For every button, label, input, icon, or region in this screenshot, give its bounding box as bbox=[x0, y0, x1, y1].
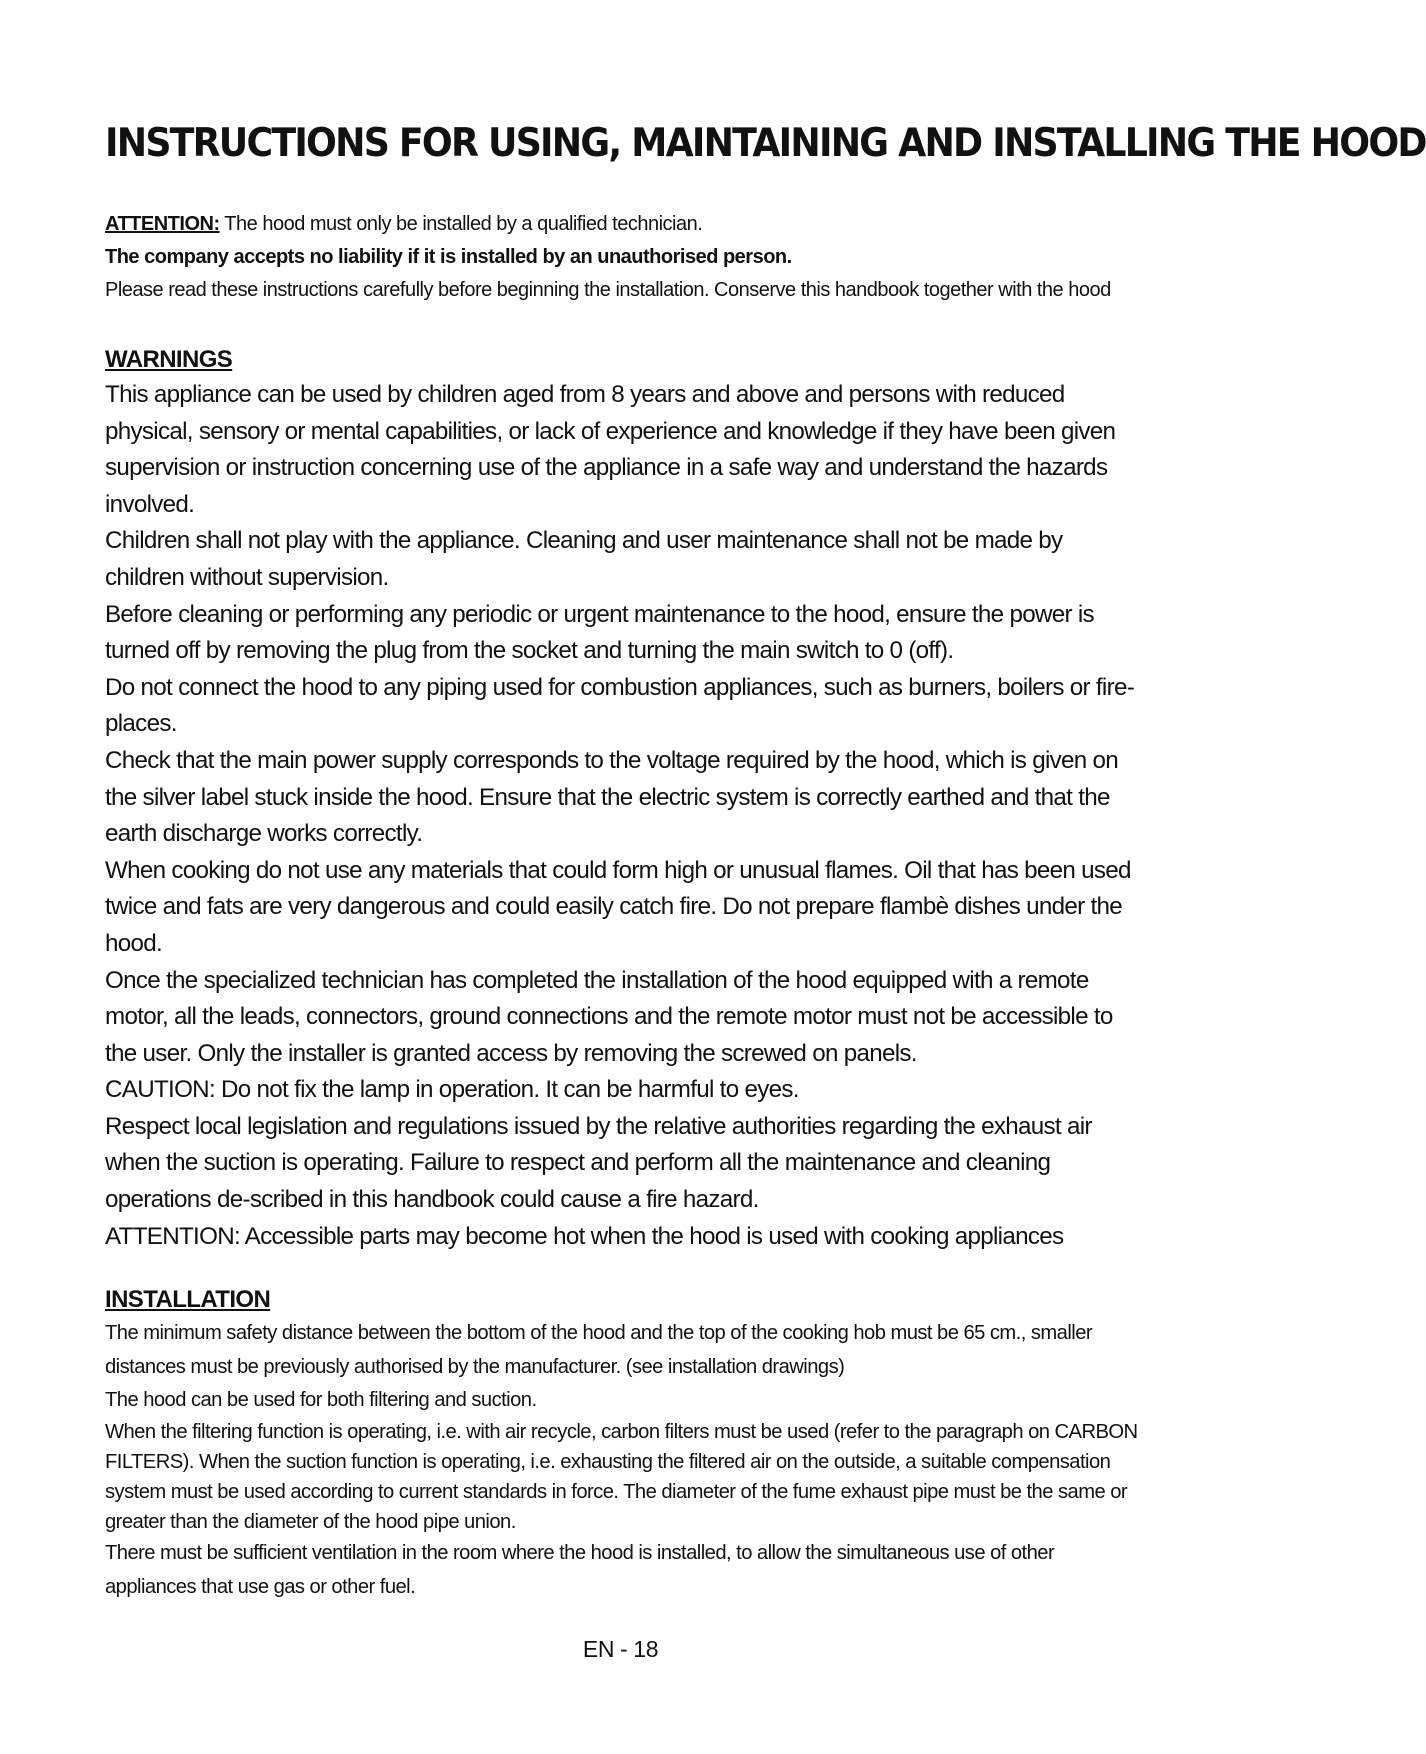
installation-paragraph: The hood can be used for both filtering and suction. bbox=[105, 1389, 537, 1412]
warning-paragraph: Check that the main power supply corresponds to the voltage required by the hood, which is given on the silver label stuck inside the hood. Ensure that the electric system is correctly earthed and that the earth discharge works correctly. bbox=[105, 746, 1119, 848]
installation-heading: INSTALLATION bbox=[105, 1286, 271, 1314]
warning-paragraph: ATTENTION: Accessible parts may become hot when the hood is used with cooking appliances bbox=[105, 1222, 1064, 1250]
installation-paragraph: When the filtering function is operating, i.e. with air recycle, carbon filters must be used (refer to the paragraph on CARBON FILTERS). When the suction function is operating, i.e. exhausting the filtered air on the outside, a suitable compensation system must be used according to current standards in force. The diameter of the fume exhaust pipe must be the same or greater than the diameter of the hood pipe union. bbox=[105, 1421, 1138, 1534]
warning-paragraph: Do not connect the hood to any piping used for combustion appliances, such as burners, boilers or fire-places. bbox=[105, 673, 1135, 738]
read-instructions-notice: Please read these instructions carefully before beginning the installation. Conserve this handbook together with the hood bbox=[105, 279, 1111, 301]
attention-label: ATTENTION: bbox=[105, 213, 220, 235]
warning-paragraph: CAUTION: Do not fix the lamp in operation. It can be harmful to eyes. bbox=[105, 1076, 799, 1104]
attention-line bbox=[105, 208, 1145, 241]
attention-text: The hood must only be installed by a qualified technician. bbox=[219, 213, 703, 235]
warning-paragraph: When cooking do not use any materials that could form high or unusual flames. Oil that has been used twice and fats are very dangerous and could easily catch fire. Do not prepare flambè dishes under the hood. bbox=[105, 856, 1131, 957]
liability-notice: The company accepts no liability if it is installed by an unauthorised person. bbox=[105, 246, 792, 268]
installation-paragraph: The minimum safety distance between the bottom of the hood and the top of the cooking hob must be 65 cm., smaller distances must be previously authorised by the manufacturer. (see installation drawings) bbox=[105, 1322, 1093, 1378]
page-title: INSTRUCTIONS FOR USING, MAINTAINING AND INSTALLING THE HOOD bbox=[105, 121, 1426, 166]
warning-paragraph: Before cleaning or performing any periodic or urgent maintenance to the hood, ensure the power is turned off by removing the plug from the socket and turning the main switch to 0 (off). bbox=[105, 600, 1094, 665]
page-content bbox=[105, 118, 1426, 1604]
warning-paragraph: Once the specialized technician has completed the installation of the hood equipped with a remote motor, all the leads, connectors, ground connections and the remote motor must not be accessible to the user. Only the installer is granted access by removing the screwed on panels. bbox=[105, 966, 1113, 1067]
warning-paragraph: Respect local legislation and regulations issued by the relative authorities regarding the exhaust air when the suction is operating. Failure to respect and perform all the maintenance and cleaning operations de-scribed in this handbook could cause a fire hazard. bbox=[105, 1112, 1092, 1214]
intro-section bbox=[105, 208, 1145, 307]
warnings-section bbox=[105, 343, 1145, 1255]
warnings-heading: WARNINGS bbox=[105, 346, 233, 373]
warning-paragraph: This appliance can be used by children aged from 8 years and above and persons with reduced physical, sensory or mental capabilities, or lack of experience and knowledge if they have been given supervision or instruction concerning use of the appliance in a safe way and understand the hazards involved. bbox=[105, 381, 1116, 518]
warning-paragraph: Children shall not play with the appliance. Cleaning and user maintenance shall not be made by children without supervision. bbox=[105, 527, 1063, 591]
installation-paragraph: There must be sufficient ventilation in the room where the hood is installed, to allow the simultaneous use of other appliances that use gas or other fuel. bbox=[105, 1542, 1055, 1598]
installation-section bbox=[105, 1283, 1145, 1604]
page-number: EN - 18 bbox=[582, 1636, 659, 1662]
